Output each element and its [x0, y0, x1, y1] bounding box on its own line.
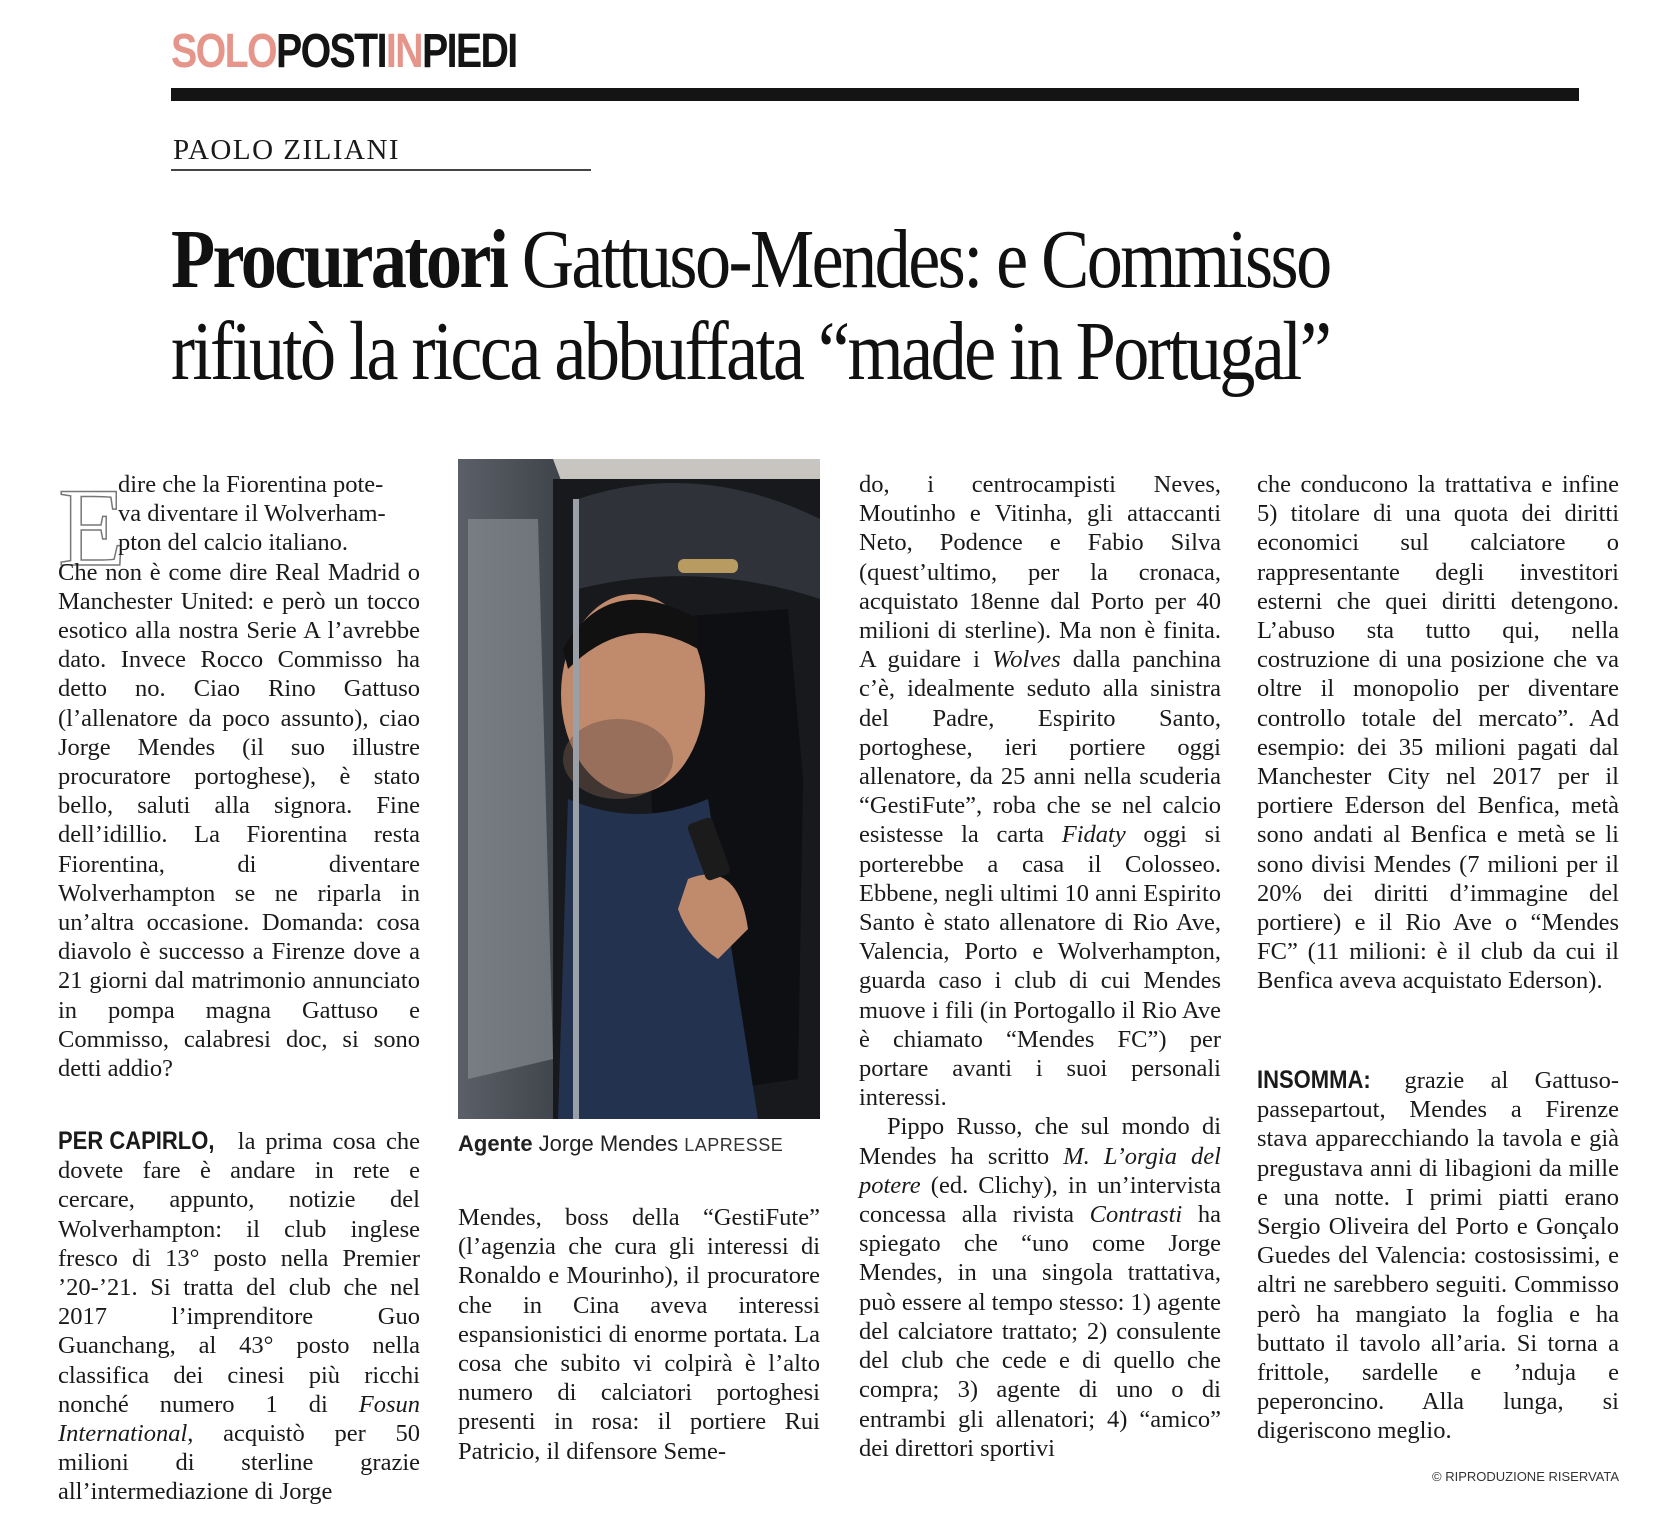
headline-kicker: Procuratori	[171, 213, 507, 306]
first-line: dire che la Fiorentina pote-	[118, 471, 384, 498]
headline-line-1	[171, 213, 1375, 306]
author-byline: PAOLO ZILIANI	[173, 134, 401, 166]
paragraph-text: oggi si porterebbe a casa il Colosseo. Ebbene, negli ultimi 10 anni Espirito Santo è stato allenatore di Rio Ave, Valencia, Porto e Wolverhampton, guarda caso i club di cui Mendes muove i fili (in Portogallo il Rio Ave è chiamato “Mendes FC”) per portare avanti i suoi personali interessi.	[859, 821, 1221, 1112]
article-photo	[458, 459, 820, 1119]
rubric-piedi: PIEDI	[421, 25, 517, 78]
headline-line-1-text: Gattuso-Mendes: e Commisso	[506, 213, 1330, 306]
article-column-4-part-2	[1257, 1066, 1619, 1446]
top-rule	[171, 88, 1579, 101]
paragraph-italic: Wolves	[992, 646, 1061, 674]
drop-cap: E	[58, 466, 127, 590]
paragraph: che conducono la trattativa e infine 5) titolare di una quota dei diritti economici sul calciatore o rappresentante degli investitori esterni che quei diritti detengono. L’abuso sta tutto qui, nella costruzione di una posizione che va oltre il monopolio per diventare controllo totale del mercato”. Ad esempio: dei 35 milioni pagati dal Manchester City nel 2017 per il portiere Ederson del Benfica, metà sono andati al Benfica e metà se li sono divisi Mendes (7 milioni per il 20% dei diritti d’immagine del portiere) e il Rio Ave o “Mendes FC” (11 milioni: è il club da cui il Benfica aveva acquistato Ederson).	[1257, 471, 1619, 995]
caption-lead: Agente	[458, 1131, 533, 1156]
rubric-solo: SOLO	[171, 25, 276, 78]
paragraph: Che non è come dire Real Madrid o Manchester United: e però un tocco esotico alla nostra Serie A l’avrebbe dato. Invece Rocco Commisso ha detto no. Ciao Rino Gattuso (l’allenatore da poco assunto), ciao Jorge Mendes (il suo illustre procuratore portoghese), è stato bello, saluti alla signora. Fine dell’idillio. La Fiorentina resta Fiorentina, di diventare Wolverhampton se ne riparla in un’altra occasione. Domanda: cosa diavolo è successo a Firenze dove a 21 giorni dal matrimonio annunciato in pompa magna Gattuso e Commisso, calabresi doc, si sono detti addio?	[58, 558, 420, 1083]
photo-jorge-mendes-in-car-icon	[458, 459, 820, 1119]
paragraph-text: grazie al Gattuso-passepartout, Mendes a Firenze stava apparecchiando la tavola e già pregustava anni di libagioni da mille e una notte. I primi piatti erano Sergio Oliveira del Porto e Gonçalo Guedes del Valencia: costosissimi, e altri ne sarebbero seguiti. Commisso però ha mangiato la foglia e ha buttato il tavolo all’aria. Si torna a frittole, sardelle e ’nduja e peperoncino. Alla lunga, si digeriscono meglio.	[1257, 1067, 1619, 1445]
paragraph-text: do, i centrocampisti Neves, Moutinho e Vitinha, gli attaccanti Neto, Podence e Fabio Silva (quest’ultimo, per la cronaca, acquistato 18enne dal Porto per 40 milioni di sterline). Ma non è finita. A guidare i	[859, 471, 1221, 674]
paragraph-lead: PER CAPIRLO,	[58, 1127, 215, 1155]
paragraph	[859, 470, 1221, 1112]
paragraph-text: Pippo Russo, che sul mondo di Mendes ha scritto	[859, 1113, 1221, 1170]
headline-line-2: rifiutò la ricca abbuffata “made in Portugal”	[171, 305, 1330, 398]
article-column-3	[859, 470, 1221, 1463]
rubric-posti: POSTI	[275, 25, 386, 78]
first-line: va diventare il Wolverham-	[118, 500, 386, 528]
paragraph-text: , acquistò per 50 milioni di sterline grazie all’intermediazione di Jorge	[58, 1420, 420, 1506]
paragraph	[58, 1127, 420, 1507]
paragraph-italic: Fidaty	[1061, 821, 1126, 849]
copyright-notice: © RIPRODUZIONE RISERVATA	[1432, 1469, 1620, 1484]
article-column-2	[458, 1203, 820, 1466]
paragraph-italic: Contrasti	[1089, 1201, 1183, 1229]
caption-text: Jorge Mendes	[532, 1131, 685, 1156]
first-line: pton del calcio italiano.	[118, 529, 348, 557]
author-rule	[171, 169, 591, 171]
rubric-in: IN	[385, 25, 422, 78]
paragraph	[1257, 1066, 1619, 1446]
article-column-1	[58, 466, 420, 1083]
paragraph-text: dalla panchina c’è, idealmente seduto alla sinistra del Padre, Espirito Santo, portoghese, ieri portiere oggi allenatore, da 25 anni nella scuderia “GestiFute”, roba che se nel calcio esistesse la carta	[859, 646, 1221, 849]
section-rubric	[171, 24, 517, 79]
paragraph-italic: M. L’orgia del potere	[859, 1142, 1221, 1199]
first-lines	[58, 470, 420, 558]
article-column-1-part-2	[58, 1127, 420, 1507]
paragraph-text: la prima cosa che dovete fare è andare in rete e cercare, appunto, notizie del Wolverhampton: il club inglese fresco di 13° posto nella Premier ’20-’21. Si tratta del club che nel 2017 l’imprenditore Guo Guanchang, al 43° posto nella classifica dei cinesi più ricchi nonché numero 1 di	[58, 1128, 420, 1418]
paragraph-lead: INSOMMA:	[1257, 1066, 1371, 1094]
paragraph	[859, 1112, 1221, 1462]
article-column-4	[1257, 470, 1619, 996]
paragraph-text: ha spiegato che “uno come Jorge Mendes, in una singola trattativa, può essere al tempo stesso: 1) agente del calciatore trattato; 2) consulente del club che cede e di quello che compra; 3) agente di uno o di entrambi gli allenatori; 4) “amico” dei direttori sportivi	[859, 1201, 1221, 1462]
paragraph-italic: Fosun International	[58, 1390, 420, 1448]
photo-caption	[458, 1131, 783, 1157]
caption-credit: LAPRESSE	[684, 1135, 784, 1155]
paragraph-text: (ed. Clichy), in un’intervista concessa alla rivista	[859, 1171, 1221, 1229]
paragraph: Mendes, boss della “GestiFute” (l’agenzia che cura gli interessi di Ronaldo e Mourinho), il procuratore che in Cina aveva interessi espansionistici di enorme portata. La cosa che subito vi colpirà è l’alto numero di calciatori portoghesi presenti in rosa: il portiere Rui Patricio, il difensore Seme-	[458, 1204, 820, 1465]
